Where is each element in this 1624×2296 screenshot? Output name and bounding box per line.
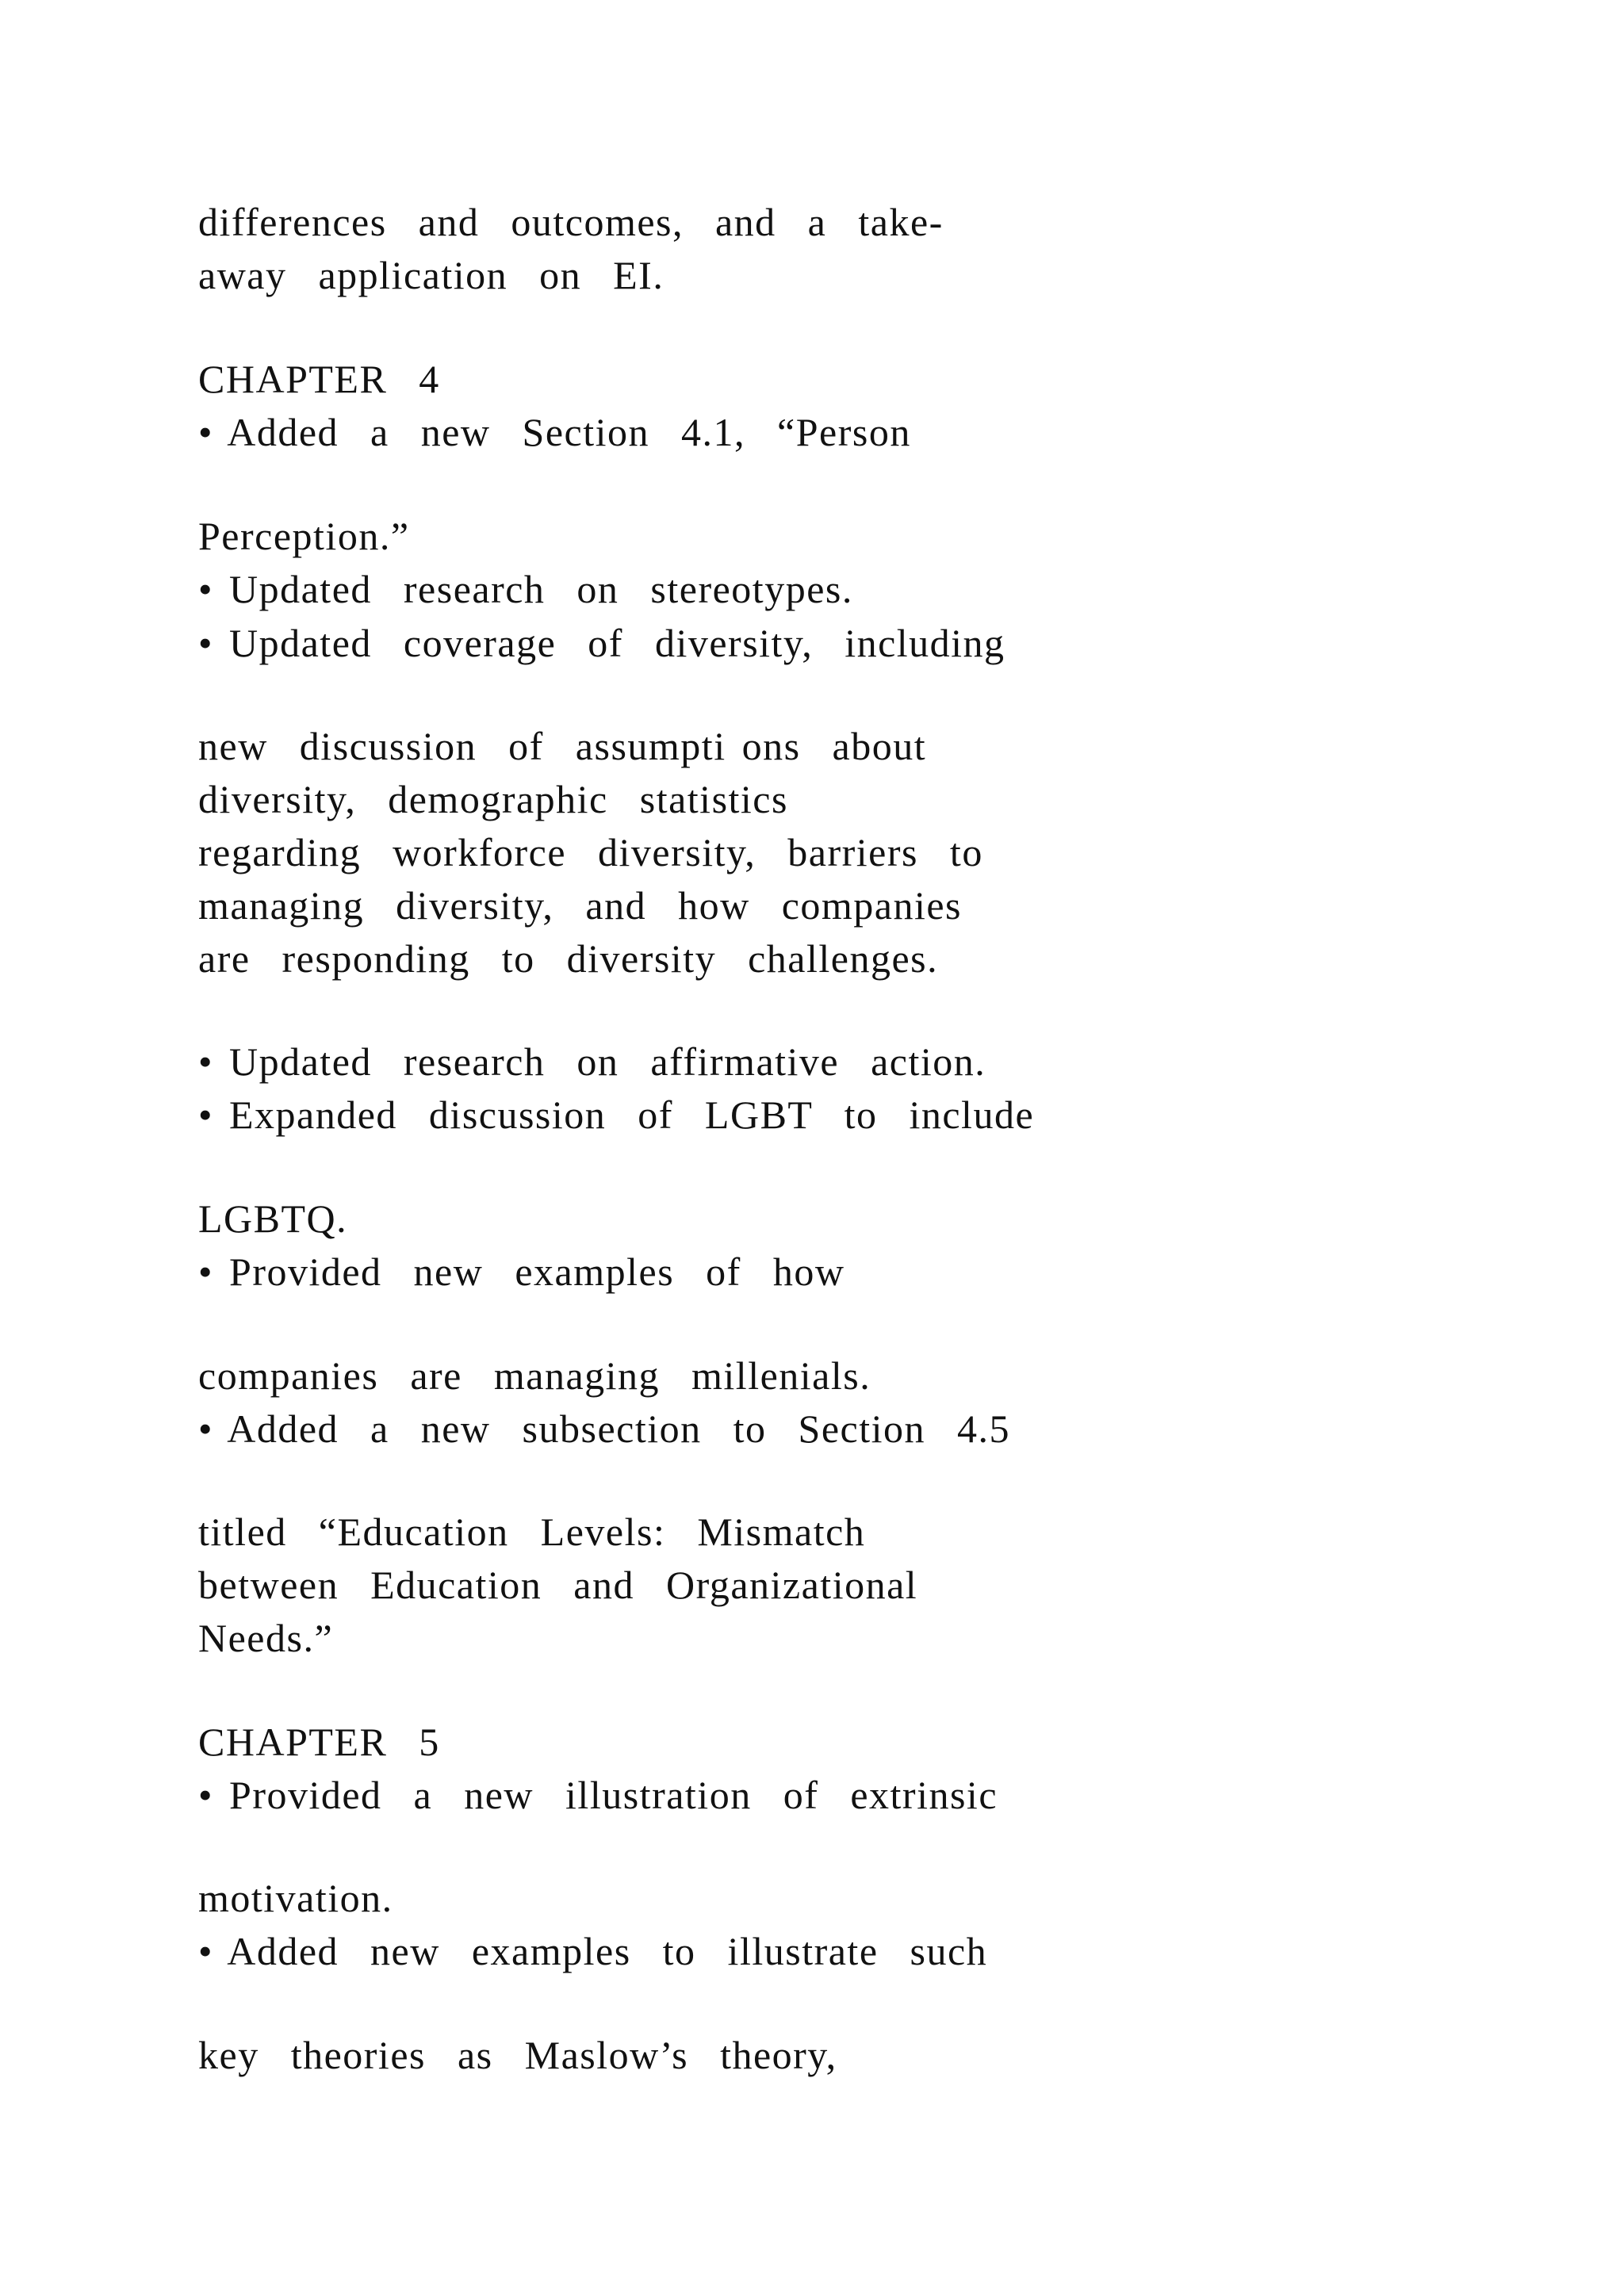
list-item: • Updated research on affirmative action. — [198, 1039, 986, 1084]
text-line: between Education and Organizational — [198, 1563, 918, 1607]
list-item: • Added a new subsection to Section 4.5 — [198, 1406, 1010, 1451]
text-line: titled “Education Levels: Mismatch — [198, 1510, 866, 1554]
text-line: LGBTQ. — [198, 1196, 348, 1241]
text-line: Needs.” — [198, 1616, 334, 1660]
list-item: • Updated research on stereotypes. — [198, 567, 853, 611]
text-line: new discussion of assumpti ons about — [198, 724, 927, 768]
text-line: regarding workforce diversity, barriers to — [198, 830, 983, 874]
text-line: companies are managing millenials. — [198, 1353, 871, 1398]
text-line: managing diversity, and how companies — [198, 883, 963, 928]
text-line: motivation. — [198, 1876, 393, 1920]
text-line: away application on EI. — [198, 253, 665, 297]
text-line: Perception.” — [198, 514, 410, 558]
list-item: • Added a new Section 4.1, “Person — [198, 410, 911, 454]
text-line: differences and outcomes, and a take- — [198, 200, 944, 244]
text-line: are responding to diversity challenges. — [198, 936, 939, 981]
text-line: key theories as Maslow’s theory, — [198, 2033, 837, 2077]
chapter-heading: CHAPTER 4 — [198, 357, 440, 401]
list-item: • Added new examples to illustrate such — [198, 1929, 988, 1973]
list-item: • Expanded discussion of LGBT to include — [198, 1093, 1035, 1137]
list-item: • Provided a new illustration of extrinsic — [198, 1773, 998, 1817]
chapter-heading: CHAPTER 5 — [198, 1720, 440, 1764]
list-item: • Provided new examples of how — [198, 1249, 845, 1294]
text-line: diversity, demographic statistics — [198, 777, 788, 821]
list-item: • Updated coverage of diversity, including — [198, 621, 1005, 665]
